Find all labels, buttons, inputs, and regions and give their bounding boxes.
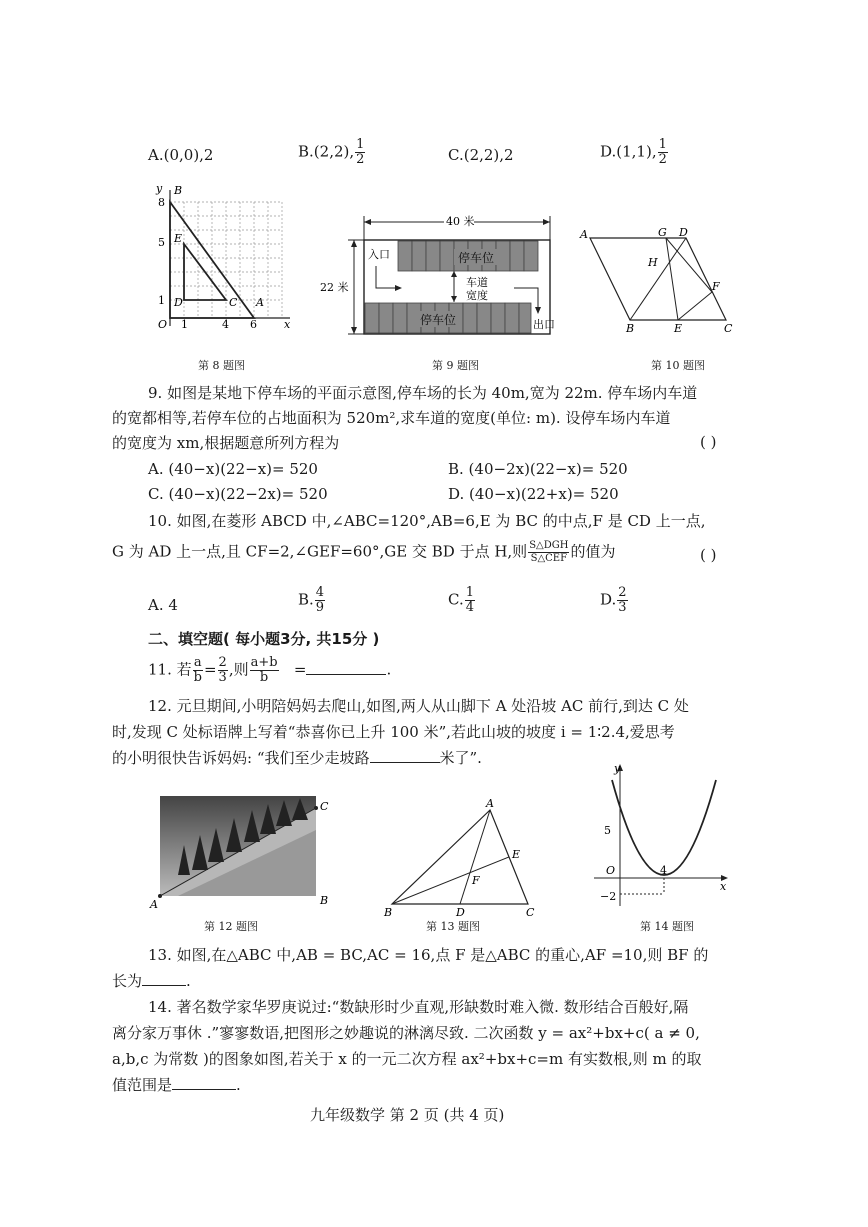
fig13-label-D: D xyxy=(456,906,465,918)
q12-line2: 时,发现 C 处标语牌上写着“恭喜你已上升 100 米”,若此山坡的坡度 i = 1∶2.4,爱思考 xyxy=(112,723,675,741)
fig9-exit-label: 出口 xyxy=(533,318,555,331)
q10-line1: 10. 如图,在菱形 ABCD 中,∠ABC=120°,AB=6,E 为 BC 的中点,F 是 CD 上一点, xyxy=(148,512,706,530)
fig13-triangle xyxy=(392,810,528,904)
fig10-label-A: A xyxy=(580,228,588,241)
fig14-tick-5: 5 xyxy=(604,824,611,837)
fig14-parabola-curve xyxy=(612,780,716,875)
q11-line: 11. 若 $\frac{a}{b}$ = $\frac{2}{3}$ ,则 $\frac{a+b}{b}$ = . xyxy=(148,655,392,685)
fig9-width-label: 40 米 xyxy=(446,215,475,228)
fig8-tick-1y: 1 xyxy=(158,294,165,307)
fig10-diagonal-BD xyxy=(630,238,686,320)
fig9-road-label1: 车道 xyxy=(466,276,488,289)
q9-option-c: C. (40−x)(22−2x)= 520 xyxy=(148,485,328,503)
q10-option-b: B. $\frac{4}{9}$ xyxy=(298,585,325,615)
fig10-label-D: D xyxy=(679,226,688,239)
q10-answer-paren: ( ) xyxy=(700,546,717,564)
fig8-tick-8: 8 xyxy=(158,196,165,209)
q14-line3: a,b,c 为常数 )的图象如图,若关于 x 的一元二次方程 ax²+bx+c=m 有实数根,则 m 的取 xyxy=(112,1050,702,1068)
q10-option-c: C. $\frac{1}{4}$ xyxy=(448,585,474,615)
q10-option-d: D. $\frac{2}{3}$ xyxy=(600,585,627,615)
fig10-label-H: H xyxy=(648,256,658,269)
q9-option-a: A. (40−x)(22−x)= 520 xyxy=(148,460,318,478)
fig13-label-B: B xyxy=(384,906,393,918)
q9-answer-paren: ( ) xyxy=(700,433,717,451)
q12-answer-blank[interactable] xyxy=(370,748,440,763)
figure-10-rhombus xyxy=(578,224,738,336)
figure-13-triangle xyxy=(380,796,550,918)
fig14-label-O: O xyxy=(606,864,616,877)
fig9-in-arrow xyxy=(376,266,400,288)
fig9-road-label2: 宽度 xyxy=(466,289,488,302)
q14-line2: 离分家万事休 .”寥寥数语,把图形之妙趣说的淋漓尽致. 二次函数 y = ax²+bx+c( a ≠ 0, xyxy=(112,1024,700,1042)
fig13-label-C: C xyxy=(526,906,535,918)
fig10-segment-EF xyxy=(678,292,712,320)
fig8-label-D: D xyxy=(174,296,183,309)
q8-option-d: D.(1,1), $\frac{1}{2}$ xyxy=(600,137,667,167)
fig9-parking-top-label: 停车位 xyxy=(458,251,495,265)
fig13-median-BE xyxy=(392,857,509,904)
q14-line4: 值范围是 . xyxy=(112,1076,241,1094)
fig10-caption: 第 10 题图 xyxy=(651,359,705,372)
fig10-label-B: B xyxy=(626,322,635,335)
figure-9-parking xyxy=(318,208,568,338)
fig8-tick-1x: 1 xyxy=(181,318,188,331)
fig12-label-C: C xyxy=(320,800,329,813)
fig12-caption: 第 12 题图 xyxy=(204,920,258,933)
figure-12-photo xyxy=(148,790,348,910)
fig10-label-C: C xyxy=(724,322,733,335)
fig14-tick-minus2: −2 xyxy=(600,890,617,903)
fig9-height-label: 22 米 xyxy=(320,281,349,294)
q14-answer-blank[interactable] xyxy=(172,1075,236,1090)
fig8-label-O: O xyxy=(158,318,168,331)
q13-line1: 13. 如图,在△ABC 中,AB = BC,AC = 16,点 F 是△ABC 的重心,AF =10,则 BF 的 xyxy=(148,946,709,964)
fig9-entrance-label: 入口 xyxy=(368,248,390,261)
fig10-label-E: E xyxy=(674,322,683,335)
q12-line1: 12. 元旦期间,小明陪妈妈去爬山,如图,两人从山脚下 A 处沿坡 AC 前行,到达 C 处 xyxy=(148,697,689,715)
fig13-label-E: E xyxy=(512,848,521,861)
fig8-label-E: E xyxy=(174,232,183,245)
q12-line3: 的小明很快告诉妈妈: “我们至少走坡路 米了”. xyxy=(112,749,482,767)
fig14-tick-4: 4 xyxy=(660,864,667,877)
fig12-label-B: B xyxy=(320,894,329,907)
fig14-label-y: y xyxy=(614,762,621,775)
fig8-caption: 第 8 题图 xyxy=(198,359,245,372)
q8-option-c: C.(2,2),2 xyxy=(448,146,514,164)
q14-line1: 14. 著名数学家华罗庚说过:“数缺形时少直观,形缺数时难入微. 数形结合百般好,隔 xyxy=(148,998,689,1016)
fig13-label-A: A xyxy=(486,797,494,810)
q10-option-a: A. 4 xyxy=(148,596,178,614)
fig8-tick-4: 4 xyxy=(222,318,229,331)
q8-option-b: B.(2,2), $\frac{1}{2}$ xyxy=(298,137,365,167)
q9-option-b: B. (40−2x)(22−x)= 520 xyxy=(448,460,628,478)
fig13-label-F: F xyxy=(472,874,480,887)
fig8-label-B: B xyxy=(174,184,183,197)
q11-answer-blank[interactable] xyxy=(306,660,386,675)
fig8-label-y: y xyxy=(156,182,163,195)
fig14-label-x: x xyxy=(720,880,727,893)
q13-answer-blank[interactable] xyxy=(142,971,186,986)
fig14-caption: 第 14 题图 xyxy=(640,920,694,933)
q10-line2: G 为 AD 上一点,且 CF=2,∠GEF=60°,GE 交 BD 于点 H,则 $\frac{\text{S△DGH}}{\text{S△CEF}}$ 的值为 xyxy=(112,540,616,564)
figure-8-grid xyxy=(150,180,300,335)
fig10-label-G: G xyxy=(658,226,667,239)
fig9-caption: 第 9 题图 xyxy=(432,359,479,372)
q9-line2: 的宽都相等,若停车位的占地面积为 520m²,求车道的宽度(单位: m). 设停车场内车道 xyxy=(112,409,671,427)
fig8-label-C: C xyxy=(229,296,238,309)
q13-line2: 长为 . xyxy=(112,972,191,990)
q9-option-d: D. (40−x)(22+x)= 520 xyxy=(448,485,619,503)
page-footer: 九年级数学 第 2 页 (共 4 页) xyxy=(310,1106,505,1124)
fig13-caption: 第 13 题图 xyxy=(426,920,480,933)
fig8-label-x: x xyxy=(284,318,291,331)
q9-line3: 的宽度为 xm,根据题意所列方程为 xyxy=(112,434,340,452)
fig12-label-A: A xyxy=(150,898,158,910)
q9-line1: 9. 如图是某地下停车场的平面示意图,停车场的长为 40m,宽为 22m. 停车场内车道 xyxy=(148,384,698,402)
figure-14-parabola xyxy=(590,760,735,910)
fig8-tick-5: 5 xyxy=(158,236,165,249)
fig10-label-F: F xyxy=(712,280,720,293)
fig9-parking-bottom-label: 停车位 xyxy=(420,313,457,327)
section-2-heading: 二、填空题( 每小题3分, 共15分 ) xyxy=(148,630,380,648)
fig8-label-A: A xyxy=(256,296,264,309)
fig8-tick-6: 6 xyxy=(250,318,257,331)
q8-option-a: A.(0,0),2 xyxy=(148,146,214,164)
